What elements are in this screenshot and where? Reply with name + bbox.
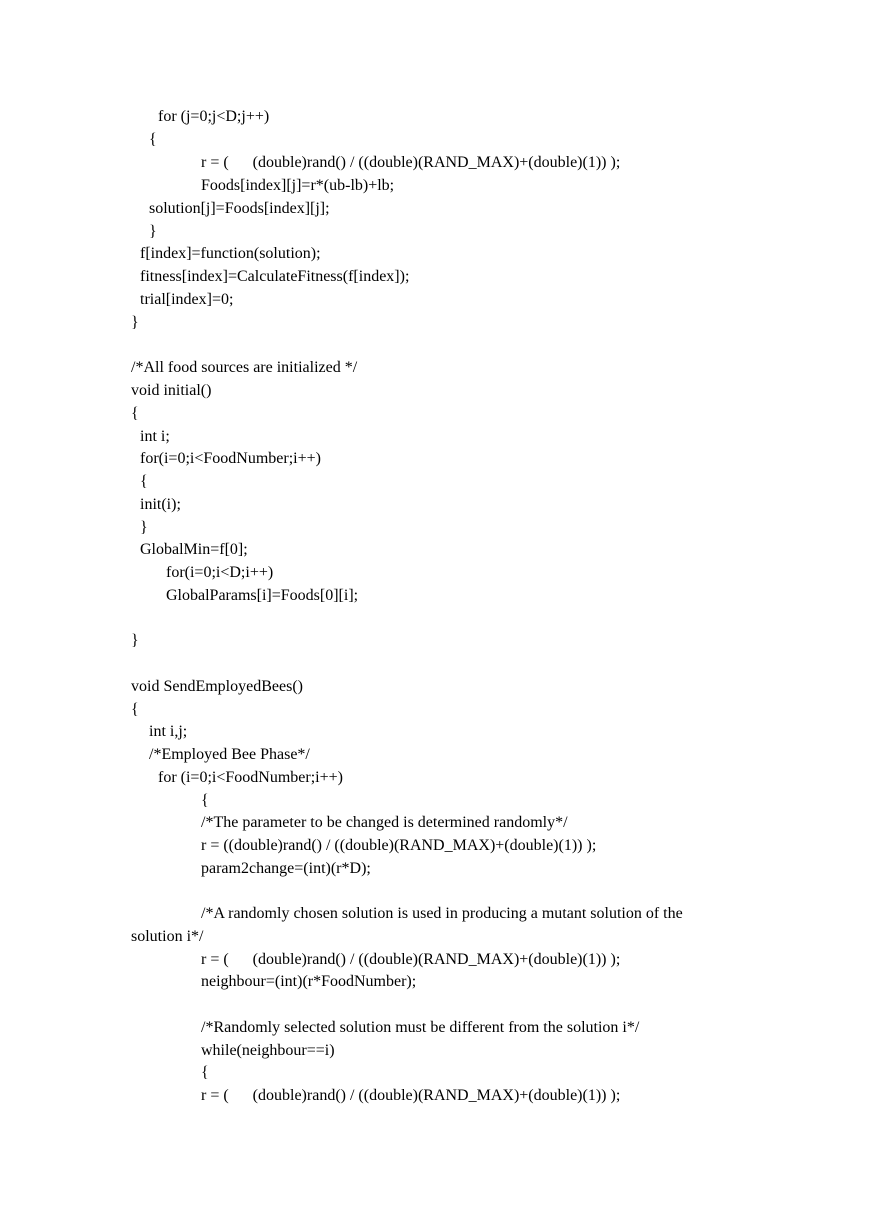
code-line: while(neighbour==i): [201, 1042, 335, 1059]
code-line: r = ( (double)rand() / ((double)(RAND_MAX)+(double)(1)) );: [201, 1087, 621, 1104]
code-line: r = ((double)rand() / ((double)(RAND_MAX)+(double)(1)) );: [201, 837, 597, 854]
code-line: GlobalMin=f[0];: [140, 541, 248, 558]
code-line: GlobalParams[i]=Foods[0][i];: [166, 587, 359, 604]
code-line: for (j=0;j<D;j++): [158, 108, 270, 125]
code-line: void SendEmployedBees(): [131, 678, 303, 695]
code-line: solution[j]=Foods[index][j];: [149, 200, 330, 217]
code-comment: /*A randomly chosen solution is used in producing a mutant solution of the: [201, 905, 683, 922]
code-line: int i;: [140, 428, 170, 445]
code-line: fitness[index]=CalculateFitness(f[index]);: [140, 268, 410, 285]
code-line: r = ( (double)rand() / ((double)(RAND_MAX)+(double)(1)) );: [201, 951, 621, 968]
code-line: for(i=0;i<D;i++): [166, 564, 274, 581]
code-line: init(i);: [140, 496, 181, 513]
code-line: trial[index]=0;: [140, 291, 234, 308]
code-comment: /*Employed Bee Phase*/: [149, 746, 310, 763]
code-comment: solution i*/: [131, 928, 204, 945]
code-comment: /*The parameter to be changed is determined randomly*/: [201, 814, 568, 831]
code-line: }: [140, 519, 148, 536]
code-line: for (i=0;i<FoodNumber;i++): [158, 769, 343, 786]
code-line: {: [149, 131, 157, 148]
code-line: {: [131, 405, 139, 422]
code-line: }: [131, 632, 139, 649]
code-line: f[index]=function(solution);: [140, 245, 321, 262]
code-line: Foods[index][j]=r*(ub-lb)+lb;: [201, 177, 395, 194]
code-line: int i,j;: [149, 723, 188, 740]
code-line: void initial(): [131, 382, 212, 399]
code-line: {: [201, 1064, 209, 1081]
code-line: r = ( (double)rand() / ((double)(RAND_MAX)+(double)(1)) );: [201, 154, 621, 171]
code-line: param2change=(int)(r*D);: [201, 860, 371, 877]
code-line: for(i=0;i<FoodNumber;i++): [140, 450, 321, 467]
code-line: }: [131, 314, 139, 331]
code-comment: /*All food sources are initialized */: [131, 359, 358, 376]
code-line: neighbour=(int)(r*FoodNumber);: [201, 973, 417, 990]
code-comment: /*Randomly selected solution must be different from the solution i*/: [201, 1019, 640, 1036]
code-line: }: [149, 223, 157, 240]
code-line: {: [201, 792, 209, 809]
code-line: {: [140, 473, 148, 490]
code-line: {: [131, 701, 139, 718]
